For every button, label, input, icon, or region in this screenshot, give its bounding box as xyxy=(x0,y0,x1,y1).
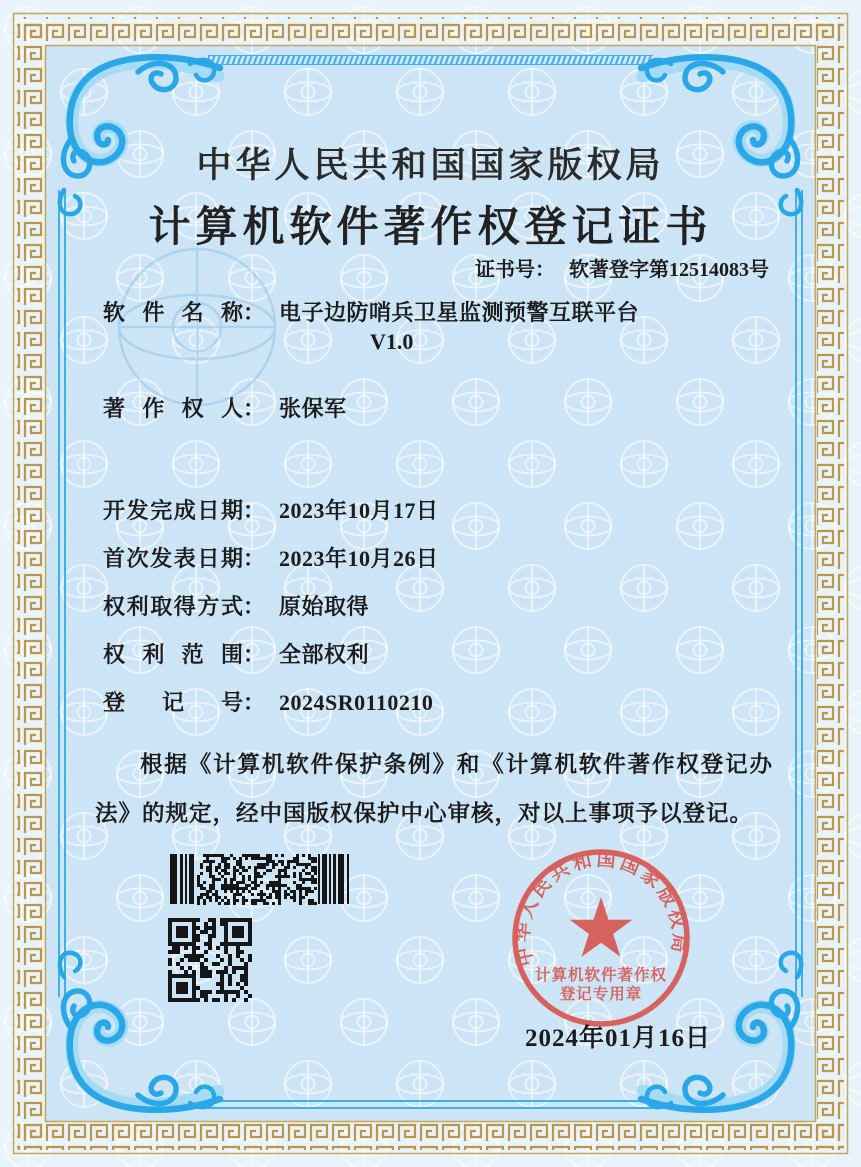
barcode-icon xyxy=(170,853,350,905)
field-label: 开发完成日期 xyxy=(103,498,243,523)
field-value: 2024SR0110210 xyxy=(279,690,434,715)
field-row-copyright-owner xyxy=(103,392,347,423)
field-value: 2023年10月26日 xyxy=(279,546,439,571)
field-value: 电子边防哨兵卫星监测预警互联平台 xyxy=(279,300,640,325)
certificate-number-label: 证书号： xyxy=(475,259,555,281)
field-colon: ： xyxy=(243,690,266,715)
issue-date: 2024年01月16日 xyxy=(524,1025,711,1052)
seal-star-icon xyxy=(570,897,633,957)
seal-line1: 计算机软件著作权 xyxy=(534,967,668,984)
official-seal xyxy=(500,838,702,1040)
field-label: 登记号 xyxy=(103,690,243,715)
field-value: 2023年10月17日 xyxy=(279,498,439,523)
registration-statement: 根据《计算机软件保护条例》和《计算机软件著作权登记办法》的规定，经中国版权保护中心审核，对以上事项予以登记。 xyxy=(95,752,773,826)
field-value: 张保军 xyxy=(279,396,347,421)
field-colon: ： xyxy=(243,300,266,325)
field-colon: ： xyxy=(243,498,266,523)
field-colon: ： xyxy=(243,642,266,667)
field-colon: ： xyxy=(243,546,266,571)
field-row-rights-scope xyxy=(103,638,369,669)
field-label: 软件名称 xyxy=(103,300,243,325)
field-colon: ： xyxy=(243,396,266,421)
field-row-rights-acquisition xyxy=(103,590,369,621)
corner-flourish-top-right xyxy=(641,57,801,214)
field-row-dev-complete-date xyxy=(103,494,439,525)
certificate-number-value: 软著登字第12514083号 xyxy=(569,259,769,281)
field-label: 权利取得方式 xyxy=(103,594,243,619)
field-value-version: V1.0 xyxy=(370,329,414,354)
field-label: 首次发表日期 xyxy=(103,546,243,571)
seal-ring-text: 中华人民共和国国家版权局 xyxy=(512,849,690,969)
corner-flourish-top-left xyxy=(60,57,220,214)
field-value: 原始取得 xyxy=(279,594,370,619)
field-row-registration-number xyxy=(103,686,433,717)
seal-line2: 登记专用章 xyxy=(559,986,643,1003)
field-label: 著作权人 xyxy=(103,396,243,421)
field-value: 全部权利 xyxy=(279,642,370,667)
field-row-software-name xyxy=(103,296,639,327)
certificate-number xyxy=(475,253,769,282)
field-row-first-publish-date xyxy=(103,542,439,573)
issuer-title: 中华人民共和国国家版权局 xyxy=(196,146,665,185)
embossed-emblem-icon xyxy=(112,242,282,412)
field-label: 权利范围 xyxy=(103,642,243,667)
qr-code-icon xyxy=(168,918,252,1002)
certificate-title: 计算机软件著作权登记证书 xyxy=(148,205,713,251)
field-colon: ： xyxy=(243,594,266,619)
